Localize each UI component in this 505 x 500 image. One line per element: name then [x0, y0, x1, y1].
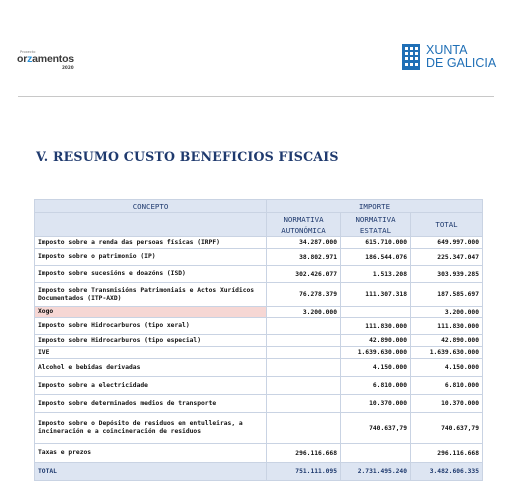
total-row — [35, 463, 483, 481]
table-row — [35, 395, 483, 413]
row-estatal: 111.830.000 — [341, 318, 411, 335]
column-header-concepto-spacer — [35, 213, 267, 237]
row-autonomica — [267, 395, 341, 413]
row-estatal: 6.810.000 — [341, 377, 411, 395]
row-concept: Taxas e prezos — [35, 444, 267, 463]
row-estatal: 1.513.208 — [341, 266, 411, 283]
row-concept: IVE — [35, 347, 267, 359]
row-concept: Imposto sobre a electricidade — [35, 377, 267, 395]
row-total: 296.116.668 — [411, 444, 483, 463]
logo-pre-text: Proxecto — [20, 50, 36, 54]
row-estatal: 10.370.000 — [341, 395, 411, 413]
table-row — [35, 266, 483, 283]
row-concept: Imposto sobre sucesións e doazóns (ISD) — [35, 266, 267, 283]
row-autonomica: 3.200.000 — [267, 307, 341, 318]
total-autonomica: 751.111.095 — [267, 463, 341, 481]
row-estatal: 1.639.630.000 — [341, 347, 411, 359]
row-autonomica: 302.426.077 — [267, 266, 341, 283]
row-total: 1.639.630.000 — [411, 347, 483, 359]
section-title: V. RESUMO CUSTO BENEFICIOS FISCAIS — [36, 149, 339, 164]
xunta-emblem-icon — [402, 44, 420, 70]
logo-wordmark: orzamentos — [17, 53, 74, 65]
row-total: 303.939.285 — [411, 266, 483, 283]
row-estatal: 4.150.000 — [341, 359, 411, 377]
row-autonomica: 76.278.379 — [267, 283, 341, 307]
row-concept: Imposto sobre Transmisións Patrimoniais e Actos Xurídicos Documentados (ITP-AXD) — [35, 283, 267, 307]
orzamentos-logo — [16, 50, 96, 72]
header-divider — [18, 96, 494, 97]
table-row — [35, 413, 483, 444]
table-row — [35, 249, 483, 266]
fiscal-benefits-table — [34, 199, 483, 481]
total-total: 3.482.606.335 — [411, 463, 483, 481]
row-autonomica: 296.116.668 — [267, 444, 341, 463]
row-autonomica: 34.287.000 — [267, 237, 341, 249]
row-autonomica — [267, 377, 341, 395]
row-total: 42.890.000 — [411, 335, 483, 347]
row-concept: Imposto sobre o patrimonio (IP) — [35, 249, 267, 266]
row-autonomica: 38.802.971 — [267, 249, 341, 266]
row-autonomica — [267, 335, 341, 347]
row-estatal — [341, 444, 411, 463]
total-label: TOTAL — [35, 463, 267, 481]
table-row — [35, 444, 483, 463]
table-row — [35, 359, 483, 377]
column-header-normativa-estatal: NORMATIVA ESTATAL — [341, 213, 411, 237]
row-estatal: 186.544.076 — [341, 249, 411, 266]
row-autonomica — [267, 413, 341, 444]
row-total: 740.637,79 — [411, 413, 483, 444]
column-header-concepto: CONCEPTO — [35, 200, 267, 213]
row-estatal: 615.710.000 — [341, 237, 411, 249]
row-autonomica — [267, 347, 341, 359]
row-total: 649.997.000 — [411, 237, 483, 249]
row-concept: Imposto sobre determinados medios de transporte — [35, 395, 267, 413]
row-autonomica — [267, 318, 341, 335]
total-estatal: 2.731.495.240 — [341, 463, 411, 481]
row-concept: Imposto sobre Hidrocarburos (tipo especial) — [35, 335, 267, 347]
row-total: 187.585.697 — [411, 283, 483, 307]
row-concept: Imposto sobre a renda das persoas físicas (IRPF) — [35, 237, 267, 249]
column-header-total: TOTAL — [411, 213, 483, 237]
row-total: 10.370.000 — [411, 395, 483, 413]
row-concept: Alcohol e bebidas derivadas — [35, 359, 267, 377]
table-row — [35, 377, 483, 395]
row-estatal: 740.637,79 — [341, 413, 411, 444]
row-concept: Xogo — [35, 307, 267, 318]
table-row — [35, 318, 483, 335]
column-header-normativa-autonomica: NORMATIVA AUTONÓMICA — [267, 213, 341, 237]
row-estatal: 42.890.000 — [341, 335, 411, 347]
table-row — [35, 283, 483, 307]
xunta-logo — [402, 44, 502, 74]
row-total: 4.150.000 — [411, 359, 483, 377]
xunta-logo-text: XUNTA DE GALICIA — [426, 43, 497, 70]
row-total: 111.830.000 — [411, 318, 483, 335]
row-total: 3.200.000 — [411, 307, 483, 318]
row-total: 6.810.000 — [411, 377, 483, 395]
logo-year: 2020 — [62, 65, 74, 70]
row-total: 225.347.047 — [411, 249, 483, 266]
table-row — [35, 237, 483, 249]
row-autonomica — [267, 359, 341, 377]
page-header — [0, 0, 505, 98]
row-estatal: 111.307.318 — [341, 283, 411, 307]
row-concept: Imposto sobre o Depósito de residuos en entulleiras, a incineración e a coincineración de residuos — [35, 413, 267, 444]
table-row — [35, 307, 483, 318]
table-row — [35, 335, 483, 347]
table-row — [35, 347, 483, 359]
column-header-importe: IMPORTE — [267, 200, 483, 213]
row-concept: Imposto sobre Hidrocarburos (tipo xeral) — [35, 318, 267, 335]
row-estatal — [341, 307, 411, 318]
